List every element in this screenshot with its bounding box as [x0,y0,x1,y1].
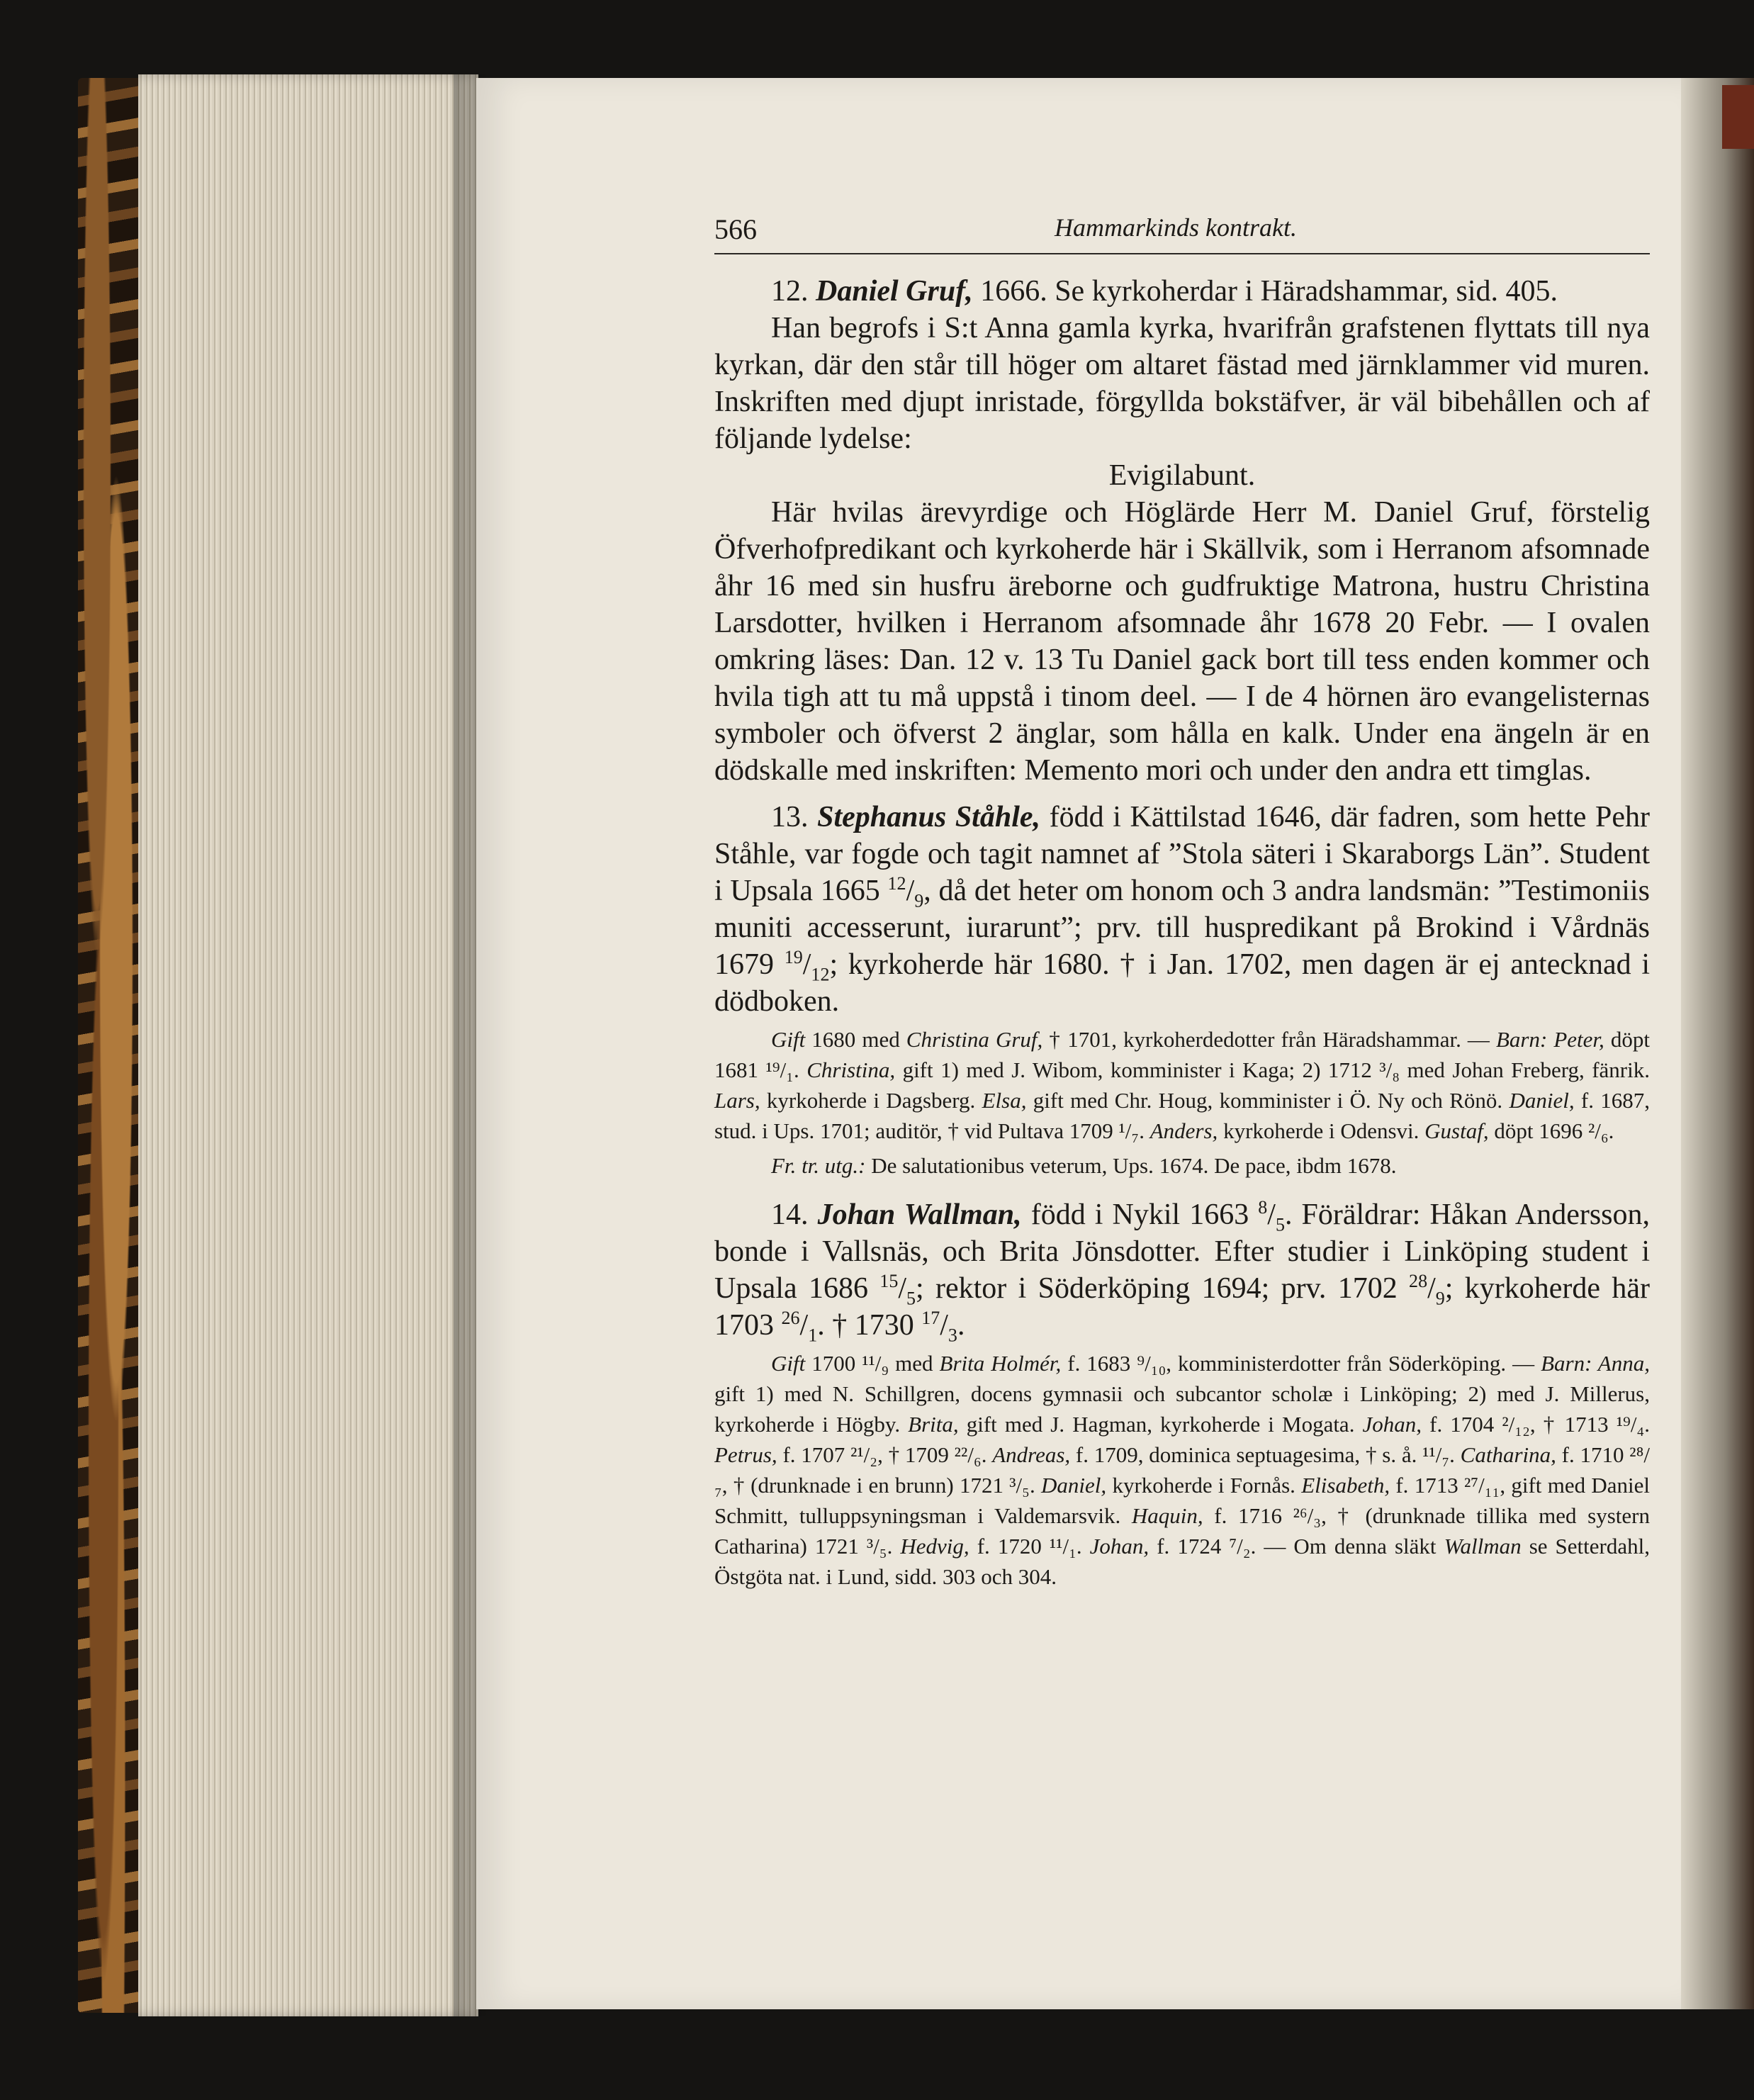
family-name: Brita Holmér, [939,1351,1062,1376]
page-edges [138,74,478,2016]
barn-label: Barn: [1541,1351,1592,1376]
person-name: Johan Wallman, [817,1198,1022,1231]
entry-14-family [714,1348,1650,1592]
family-name: Elisabeth, [1301,1473,1390,1498]
family-text: kyrkoherde i Odensvi. [1218,1118,1425,1143]
date-denominator: 9 [1435,1288,1445,1309]
family-text: gift 1) med N. Schillgren, docens gymnasii och subcantor scholæ i Linköping; 2) med J. Millerus, kyrkoherde i Högby. [714,1381,1650,1437]
family-text: f. 1713 ²⁷/₁₁, gift med Daniel Schmitt, tulluppsyningsman i Valdemarsvik. [714,1473,1650,1528]
family-text: † 1701, kyrkoherdedotter från Häradshammar. — [1042,1027,1496,1052]
gift-label: Gift [771,1027,806,1052]
gift-label: Gift [771,1351,806,1376]
page-content [714,213,1650,1592]
family-text: f. 1687, stud. i Ups. 1701; auditör, † vid Pultava 1709 ¹/₇. [714,1088,1651,1143]
date-denominator: 12 [811,964,830,985]
family-name: Peter, [1547,1027,1604,1052]
family-name: Brita, [908,1412,959,1437]
date-numerator: 19 [784,947,803,967]
family-name: Elsa, [982,1088,1027,1113]
entry-13-publications [714,1150,1650,1181]
entry-text: ; rektor i Söderköping 1694; prv. 1702 [916,1272,1410,1305]
family-text: döpt 1681 ¹⁹/₁. [714,1027,1650,1082]
entry-13-paragraph: 13. Stephanus Ståhle, född i Kättilstad 1646, där fadren, som hette Pehr Ståhle, var fogde och tagit namnet af ”Stola säteri i Skaraborgs Län”. Student i Upsala 1665 $^{12}/_9$, då det heter om honom och 3 andra landsmän: ”Testimoniis muniti accesserunt, iurarunt”; prv. till huspredikant på Brokind i Vårdnäs 1679 $^{19}/_{12}$; kyrkoherde här 1680. † i Jan. 1702, men dagen är ej antecknad i dödboken. [714,801,1651,1018]
entry-text: ; kyrkoherde här 1680. † i Jan. 1702, men dagen är ej antecknad i dödboken. [714,948,1650,1018]
entry-text: 1666. Se kyrkoherdar i Häradshammar, sid. 405. [972,275,1558,308]
family-text: se Setterdahl, Östgöta nat. i Lund, sidd. 303 och 304. [714,1534,1650,1589]
entry-12-inscription: Här hvilas ärevyrdige och Höglärde Herr M. Daniel Gruf, förstelig Öfverhofpredikant och kyrkoherde här i Skällvik, som i Herranom afsomnade åhr 16 med sin husfru äreborne och gudfruktige Matrona, hustru Christina Larsdotter, hvilken i Herranom afsomnade åhr 1678 20 Febr. — I ovalen omkring läses: Dan. 12 v. 13 Tu Daniel gack bort till tess enden kommer och hvila tigh att tu må uppstå i tinom deel. — I de 4 hörnen äro evangelisternas symboler och öfverst 2 änglar, som hålla en kalk. Under ena ängeln är en dödskalle med inskriften: Memento mori och under den andra ett timglas. [714,496,1650,787]
date-denominator: 1 [808,1325,818,1346]
family-name: Johan, [1362,1412,1422,1437]
family-text: f. 1704 ²/₁₂, † 1713 ¹⁹/₄. [1422,1412,1650,1437]
family-text: gift 1) med J. Wibom, komminister i Kaga; 2) 1712 ³/₈ med Johan Freberg, fänrik. [895,1057,1650,1082]
date-numerator: 8 [1258,1197,1268,1218]
family-text: f. 1710 ²⁸/₇, † (drunknade i en brunn) 1721 ³/₅. [714,1442,1650,1498]
barn-label: Barn: [1495,1027,1548,1052]
running-title: Hammarkinds kontrakt. [1055,213,1297,242]
family-name: Christina Gruf, [906,1027,1043,1052]
date-numerator: 17 [921,1308,940,1328]
entry-text: . Föräldrar: Håkan Andersson, bonde i Vallsnäs, och Brita Jönsdotter. Efter studier i Linköping student i Upsala 1686 [714,1198,1651,1305]
family-name: Petrus, [714,1442,777,1467]
family-name: Andreas, [992,1442,1071,1467]
inscription-title: Evigilabunt. [1108,459,1256,492]
family-text: f. 1716 ²⁶/₃, † (drunknade tillika med systern Catharina) 1721 ³/₅. [714,1503,1650,1559]
family-name: Johan, [1089,1534,1149,1559]
family-name: Christina, [806,1057,896,1082]
family-text: f. 1709, dominica septuagesima, † s. å. ¹¹/₇. [1070,1442,1461,1467]
family-name: Wallman [1444,1534,1522,1559]
family-text: f. 1707 ²¹/₂, † 1709 ²²/₆. [777,1442,993,1467]
family-name: Lars, [714,1088,760,1113]
family-name: Anders, [1149,1118,1218,1143]
family-name: Gustaf, [1424,1118,1489,1143]
entry-number: 12. [771,275,809,308]
person-name: Daniel Gruf, [816,275,973,308]
binding-strip [1722,85,1754,149]
date-denominator: 5 [1275,1214,1285,1235]
date-numerator: 28 [1409,1271,1428,1291]
entry-text: , då det heter om honom och 3 andra landsmän: ”Testimoniis muniti accesserunt, iurarunt”; prv. till huspredikant på Brokind i Vårdnäs 1679 [714,875,1650,981]
date-denominator: 3 [948,1325,957,1346]
page-number: 566 [714,213,757,245]
page-header [714,213,1650,254]
publications-text: De salutationibus veterum, Ups. 1674. De pace, ibdm 1678. [865,1153,1397,1178]
book-cover-edge [78,78,142,2013]
entry-text: . [957,1309,965,1342]
entry-12-heading [714,273,1650,310]
date-numerator: 12 [887,873,906,894]
entry-text: född i Nykil 1663 [1021,1198,1259,1231]
family-text: f. 1724 ⁷/₂. — Om denna släkt [1149,1534,1444,1559]
family-text: döpt 1696 ²/₆. [1488,1118,1614,1143]
family-name: Catharina, [1460,1442,1556,1467]
family-text: kyrkoherde i Fornås. [1106,1473,1302,1498]
family-text: gift med Chr. Houg, komminister i Ö. Ny och Rönö. [1026,1088,1510,1113]
family-text: f. 1683 ⁹/₁₀, komministerdotter från Söderköping. — [1061,1351,1541,1376]
entry-13-family [714,1024,1650,1146]
family-text: gift med J. Hagman, kyrkoherde i Mogata. [958,1412,1363,1437]
family-name: Anna, [1592,1351,1650,1376]
family-name: Hedvig, [900,1534,969,1559]
entry-text: ; kyrkoherde här 1703 [714,1272,1650,1342]
date-denominator: 5 [906,1288,916,1309]
entry-text: . † 1730 [817,1309,922,1342]
family-name: Daniel, [1509,1088,1575,1113]
family-name: Daniel, [1041,1473,1107,1498]
date-denominator: 9 [914,890,924,911]
publications-label: Fr. tr. utg.: [771,1153,866,1178]
entry-12-paragraph: Han begrofs i S:t Anna gamla kyrka, hvarifrån grafstenen flyttats till nya kyrkan, där den står till höger om altaret fästad med järnklammer vid muren. Inskriften med djupt inristade, förgyllda bokstäfver, är väl bibehållen och af följande lydelse: [714,312,1650,455]
book-gutter [1681,78,1754,2009]
family-text: kyrkoherde i Dagsberg. [760,1088,982,1113]
entry-number: 13. [771,801,809,833]
family-name: Haquin, [1131,1503,1203,1528]
entry-14-paragraph: 14. Johan Wallman, född i Nykil 1663 $^8/_5$. Föräldrar: Håkan Andersson, bonde i Vallsnäs, och Brita Jönsdotter. Efter studier i Linköping student i Upsala 1686 $^{15}/_5$; rektor i Söderköping 1694; prv. 1702 $^{28}/_9$; kyrkoherde här 1703 $^{26}/_1$. † 1730 $^{17}/_3$. [714,1197,1651,1346]
entry-number: 14. [771,1198,809,1231]
person-name: Stephanus Ståhle, [817,801,1041,833]
family-text: f. 1720 ¹¹/₁. [969,1534,1090,1559]
family-text: 1680 med [805,1027,906,1052]
date-numerator: 15 [879,1271,899,1291]
entry-text: född i Kättilstad 1646, där fadren, som hette Pehr Ståhle, var fogde och tagit namnet af ”Stola säteri i Skaraborgs Län”. Student i Upsala 1665 [714,801,1651,907]
date-numerator: 26 [781,1308,800,1328]
family-text: 1700 ¹¹/₉ med [805,1351,940,1376]
